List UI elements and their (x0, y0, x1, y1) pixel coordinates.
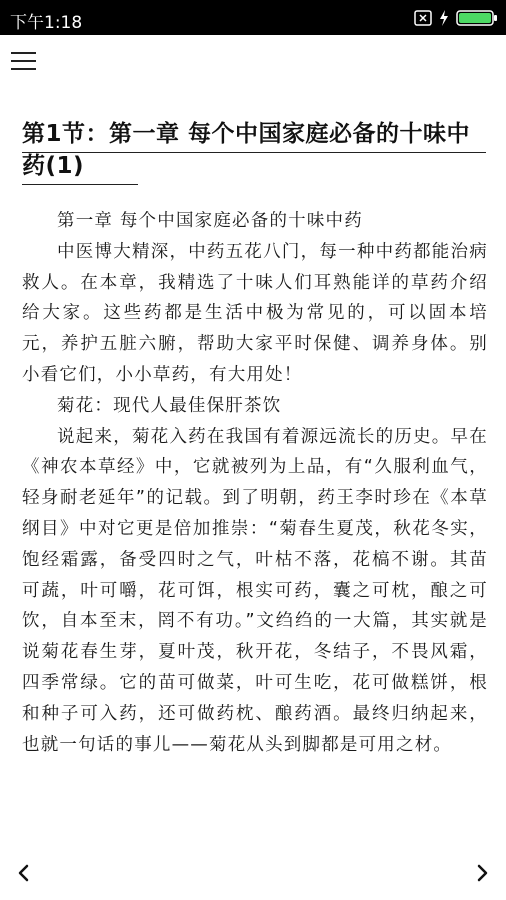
chevron-left-icon[interactable] (10, 858, 38, 888)
chapter-content (22, 206, 488, 760)
sim-card-icon (414, 10, 432, 26)
chevron-right-icon[interactable] (468, 858, 496, 888)
chapter-title: 第1节：第一章 每个中国家庭必备的十味中药(1) (22, 121, 471, 179)
paragraph: 第一章 每个中国家庭必备的十味中药 (57, 211, 363, 231)
reader-toolbar (0, 35, 506, 90)
status-bar (0, 0, 506, 35)
paragraph: 菊花：现代人最佳保肝茶饮 (57, 395, 282, 416)
status-time: 下午1:18 (10, 13, 83, 33)
battery-icon (456, 9, 498, 27)
charging-bolt-icon (438, 9, 450, 27)
paragraph: 中医博大精深，中药五花八门，每一种中药都能治病救人。在本章，我精选了十味人们耳熟能详的草药介绍给大家。这些药都是生活中极为常见的，可以固本培元，养护五脏六腑，帮助大家平时保健、调养身体。别小看它们，小小草药，有大用处！ (22, 241, 488, 385)
paragraph: 说起来，菊花入药在我国有着源远流长的历史。早在《神农本草经》中，它就被列为上品，有“久服利血气，轻身耐老延年”的记载。到了明朝，药王李时珍在《本草纲目》中对它更是倍加推崇：“菊春生夏茂，秋花冬实，饱经霜露，备受四时之气，叶枯不落，花槁不谢。其苗可蔬，叶可嚼，花可饵，根实可药，囊之可枕，酿之可饮，自本至末，罔不有功。”文绉绉的一大篇，其实就是说菊花春生芽，夏叶茂，秋开花，冬结子，不畏风霜，四季常绿。它的苗可做菜，叶可生吃，花可做糕饼，根和种子可入药，还可做药枕、酿药酒。最终归纳起来，也就一句话的事儿——菊花从头到脚都是可用之材。 (22, 426, 488, 755)
hamburger-menu-icon[interactable] (8, 47, 40, 75)
title-underline (22, 184, 138, 185)
status-icons (414, 8, 498, 28)
title-underline (22, 152, 486, 153)
